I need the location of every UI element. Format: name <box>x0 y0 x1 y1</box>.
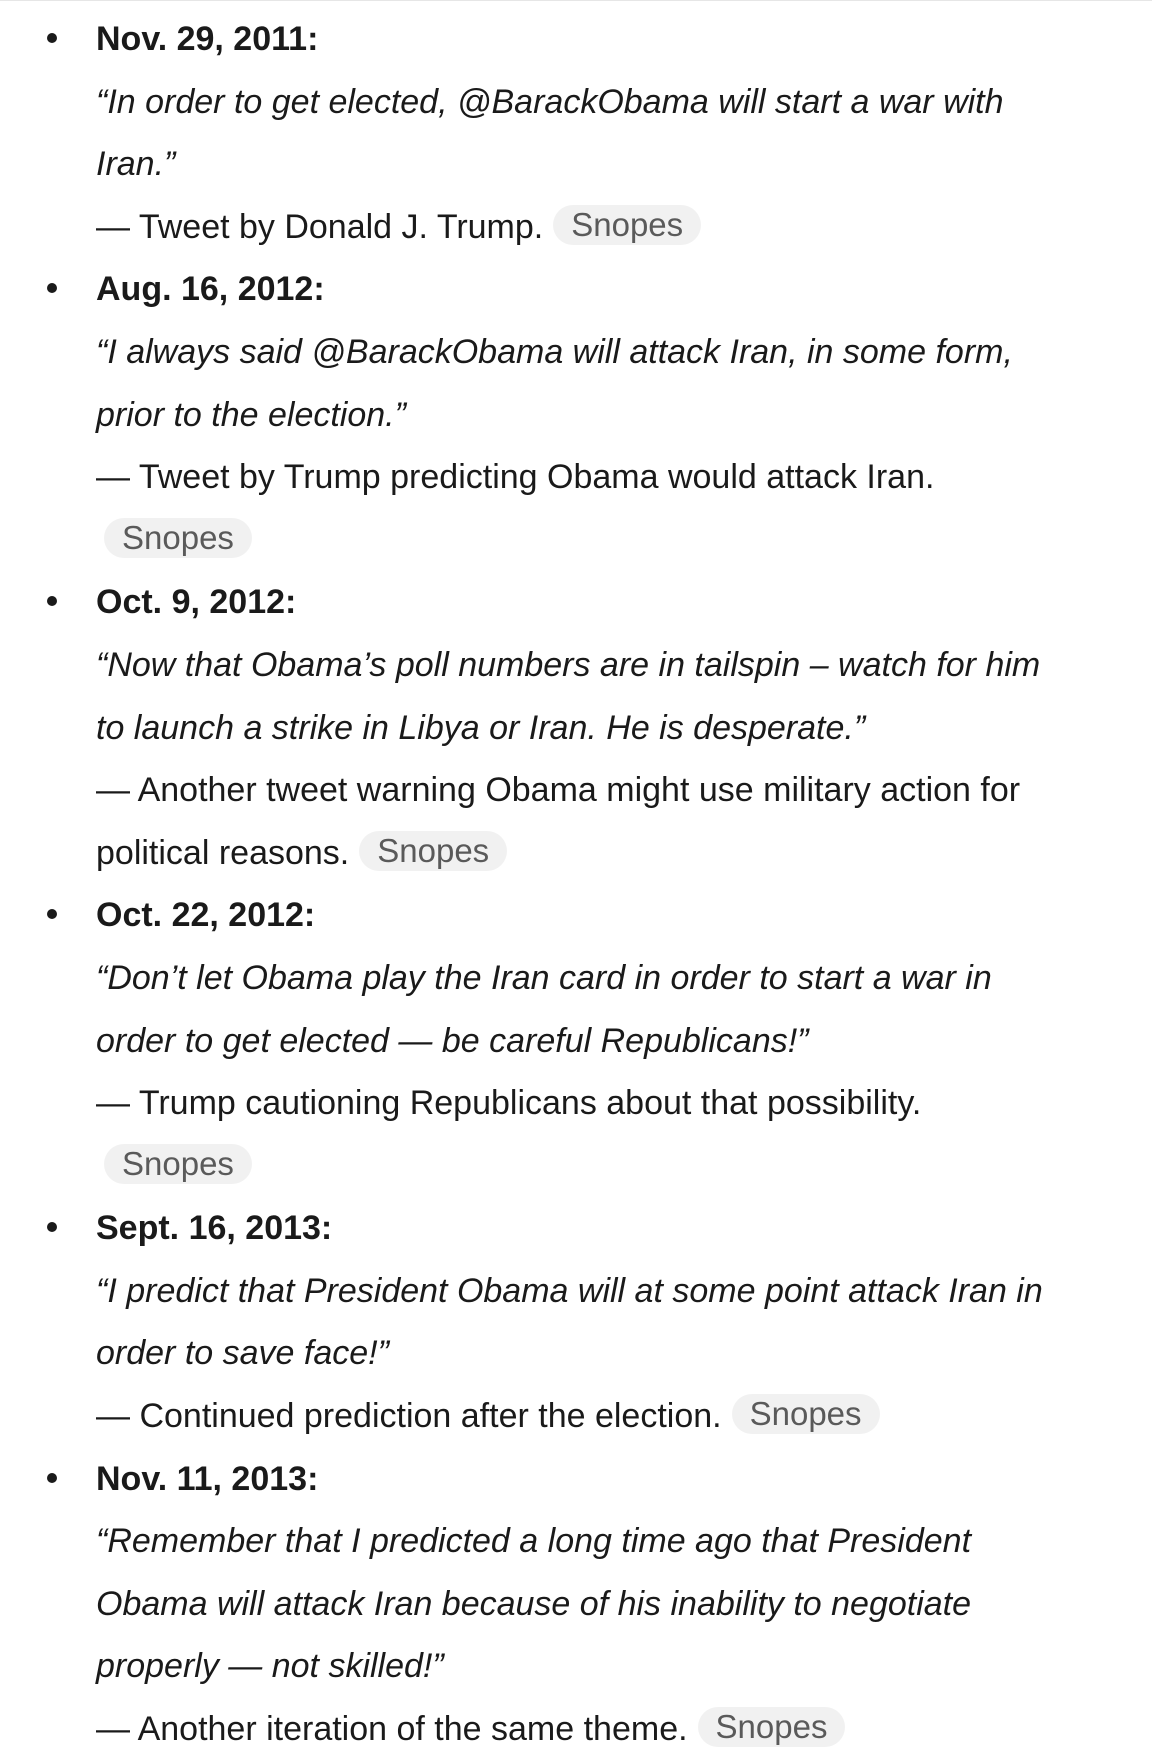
list-item <box>0 1448 1152 1761</box>
snopes-source-chip[interactable]: Snopes <box>104 518 252 558</box>
entry-quote: “Remember that I predicted a long time ago that President Obama will attack Iran because of his inability to negotiate properly — not skilled!” <box>96 1522 972 1686</box>
entry-note: — Tweet by Donald J. Trump. <box>96 207 544 246</box>
entry-note-line <box>96 196 1052 259</box>
entry-note: — Another tweet warning Obama might use military action for political reasons. <box>96 771 1021 872</box>
entry-date: Sept. 16, 2013: <box>96 1209 333 1248</box>
list-item <box>0 884 1152 1197</box>
entry-note-line <box>96 1072 1052 1197</box>
list-item <box>0 8 1152 258</box>
top-divider <box>0 0 1152 1</box>
entry-quote: “I always said @BarackObama will attack Iran, in some form, prior to the election.” <box>96 332 1013 434</box>
list-item <box>0 1197 1152 1447</box>
snopes-source-chip[interactable]: Snopes <box>698 1707 846 1747</box>
entry-quote: “Now that Obama’s poll numbers are in tailspin – watch for him to launch a strike in Libya or Iran. He is desperate.” <box>96 645 1041 747</box>
entry-quote: “I predict that President Obama will at some point attack Iran in order to save face!” <box>96 1271 1043 1373</box>
entry-quote: “In order to get elected, @BarackObama will start a war with Iran.” <box>96 82 1004 184</box>
entry-date: Nov. 11, 2013: <box>96 1459 319 1498</box>
entry-date: Oct. 9, 2012: <box>96 583 297 622</box>
entry-date: Aug. 16, 2012: <box>96 270 325 309</box>
entry-note-line <box>96 1698 1052 1761</box>
entry-note: — Continued prediction after the election. <box>96 1397 722 1436</box>
entry-note-line <box>96 1385 1052 1448</box>
entry-note-line <box>96 446 1052 571</box>
list-item <box>0 571 1152 884</box>
entry-note: — Tweet by Trump predicting Obama would attack Iran. <box>96 458 935 497</box>
snopes-source-chip[interactable]: Snopes <box>553 205 701 245</box>
entry-note-line <box>96 759 1052 884</box>
snopes-source-chip[interactable]: Snopes <box>732 1394 880 1434</box>
entry-note: — Another iteration of the same theme. <box>96 1710 688 1749</box>
entry-date: Nov. 29, 2011: <box>96 20 319 58</box>
snopes-source-chip[interactable]: Snopes <box>104 1144 252 1184</box>
prediction-timeline <box>0 8 1152 1761</box>
entry-note: — Trump cautioning Republicans about that possibility. <box>96 1084 922 1123</box>
entry-quote: “Don’t let Obama play the Iran card in order to start a war in order to get elected — be careful Republicans!” <box>96 958 992 1060</box>
list-item <box>0 258 1152 571</box>
entry-date: Oct. 22, 2012: <box>96 896 316 935</box>
snopes-source-chip[interactable]: Snopes <box>359 831 507 871</box>
